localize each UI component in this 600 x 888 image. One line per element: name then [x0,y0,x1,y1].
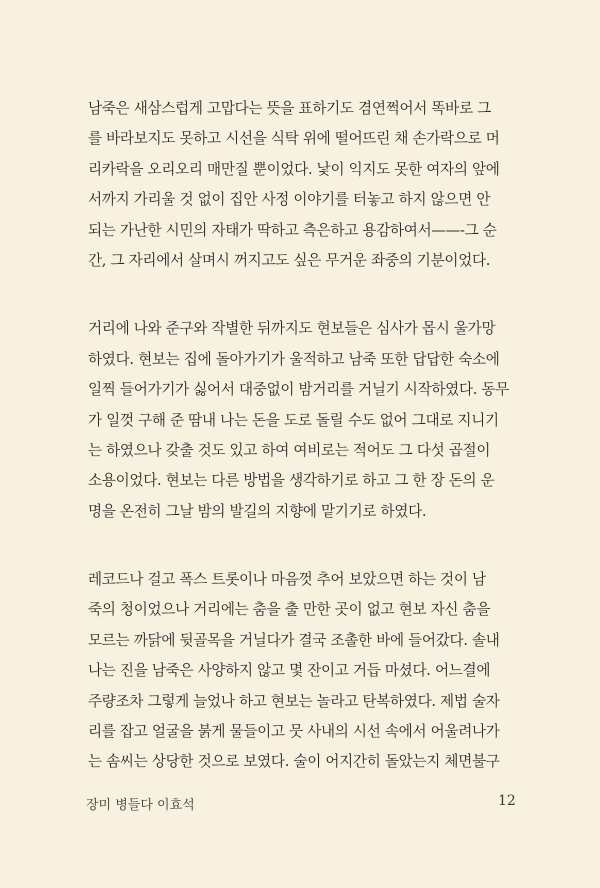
text-line: 죽의 청이었으나 거리에는 춤을 출 만한 곳이 없고 현보 자신 춤을 [88,601,491,619]
text-line: 는 솜씨는 상당한 것으로 보였다. 술이 어지간히 돌았는지 체면불구 [88,753,500,771]
text-line: 되는 가난한 시민의 자태가 딱하고 측은하고 용감하여서——-그 순 [88,221,497,239]
text-line: 서까지 가리울 것 없이 집안 사정 이야기를 터놓고 하지 않으면 안 [88,191,491,209]
text-line: 소용이었다. 현보는 다른 방법을 생각하기로 하고 그 한 장 돈의 운 [88,472,495,490]
text-line: 가 일껏 구해 준 땀내 나는 돈을 도로 돌릴 수도 없어 그대로 지니기 [88,411,499,429]
text-line: 거리에 나와 준구와 작별한 뒤까지도 현보들은 심사가 몹시 울가망 [88,320,496,338]
paragraph-2 [88,314,516,527]
paragraph-1 [88,94,516,276]
paragraph-3 [88,565,516,778]
text-line: 주량조차 그렇게 늘었나 하고 현보는 놀라고 탄복하였다. 제법 술자 [88,692,500,710]
text-line: 를 바라보지도 못하고 시선을 식탁 위에 떨어뜨린 채 손가락으로 머 [88,130,500,148]
text-line: 일찍 들어가기가 싫어서 대중없이 밤거리를 거닐기 시작하였다. 동무 [88,381,510,399]
footer-book-title: 장미 병들다 이효석 [86,798,195,813]
text-line: 는 하였으나 갖출 것도 있고 하여 여비로는 적어도 그 다섯 곱절이 [88,441,491,459]
text-line: 남죽은 새삼스럽게 고맙다는 뜻을 표하기도 겸연쩍어서 똑바로 그 [88,100,491,117]
text-line: 리를 잡고 얼굴을 붉게 물들이고 뭇 사내의 시선 속에서 어울려나가 [88,723,500,741]
text-line: 간, 그 자리에서 살며시 꺼지고도 싶은 무거운 좌중의 기분이었다. [88,251,491,269]
page-number: 12 [498,793,516,809]
text-line: 리카락을 오리오리 매만질 뿐이었다. 낯이 익지도 못한 여자의 앞에 [88,160,500,178]
text-line: 모르는 까닭에 뒷골목을 거닐다가 결국 조촐한 바에 들어갔다. 솔내 [88,631,500,649]
text-line: 명을 온전히 그날 밤의 발길의 지향에 맡기기로 하였다. [88,502,427,520]
text-line: 하였다. 현보는 집에 돌아가기가 울적하고 남죽 또한 답답한 숙소에 [88,350,500,368]
text-line: 레코드나 걸고 폭스 트롯이나 마음껏 추어 보았으면 하는 것이 남 [88,571,486,589]
body-text [88,94,516,816]
text-line: 나는 진을 남죽은 사양하지 않고 몇 잔이고 거듭 마셨다. 어느결에 [88,662,491,680]
